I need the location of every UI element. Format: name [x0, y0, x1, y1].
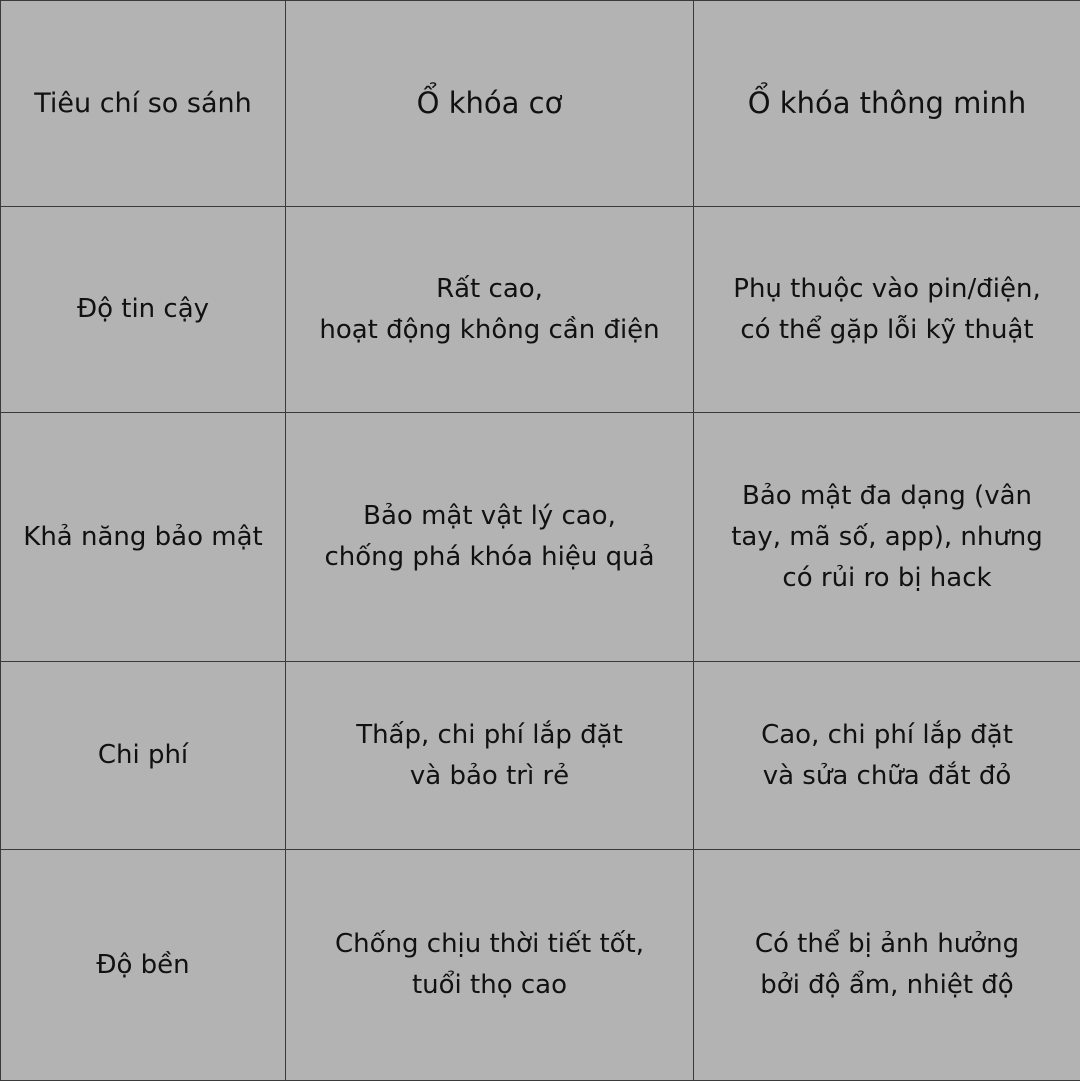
cell-line: và sửa chữa đắt đỏ: [704, 756, 1070, 797]
cell-line: Có thể bị ảnh hưởng: [704, 924, 1070, 965]
table-row-reliability: [1, 207, 1080, 413]
cell-line: Thấp, chi phí lắp đặt: [296, 715, 683, 756]
cell-line: có thể gặp lỗi kỹ thuật: [704, 310, 1070, 351]
mechanical-cost: [286, 662, 694, 850]
cell-line: tuổi thọ cao: [296, 965, 683, 1006]
criterion-durability: Độ bền: [1, 850, 286, 1081]
cell-line: Bảo mật đa dạng (vân: [704, 476, 1070, 517]
cell-line: có rủi ro bị hack: [704, 558, 1070, 599]
mechanical-reliability: [286, 207, 694, 413]
cell-line: Bảo mật vật lý cao,: [296, 496, 683, 537]
header-smart-lock: Ổ khóa thông minh: [694, 1, 1080, 207]
cell-line: và bảo trì rẻ: [296, 756, 683, 797]
cell-line: chống phá khóa hiệu quả: [296, 537, 683, 578]
mechanical-durability: [286, 850, 694, 1081]
smart-durability: [694, 850, 1080, 1081]
table-row-cost: [1, 662, 1080, 850]
table-row-durability: [1, 850, 1080, 1081]
table-row-security: [1, 413, 1080, 662]
criterion-cost: Chi phí: [1, 662, 286, 850]
cell-line: Chống chịu thời tiết tốt,: [296, 924, 683, 965]
header-mechanical-lock: Ổ khóa cơ: [286, 1, 694, 207]
cell-line: tay, mã số, app), nhưng: [704, 517, 1070, 558]
cell-line: Cao, chi phí lắp đặt: [704, 715, 1070, 756]
cell-line: hoạt động không cần điện: [296, 310, 683, 351]
cell-line: Phụ thuộc vào pin/điện,: [704, 269, 1070, 310]
header-criteria: Tiêu chí so sánh: [1, 1, 286, 207]
mechanical-security: [286, 413, 694, 662]
cell-line: Rất cao,: [296, 269, 683, 310]
smart-security: [694, 413, 1080, 662]
cell-line: bởi độ ẩm, nhiệt độ: [704, 965, 1070, 1006]
smart-reliability: [694, 207, 1080, 413]
criterion-reliability: Độ tin cậy: [1, 207, 286, 413]
smart-cost: [694, 662, 1080, 850]
criterion-security: Khả năng bảo mật: [1, 413, 286, 662]
table-header-row: [1, 1, 1080, 207]
